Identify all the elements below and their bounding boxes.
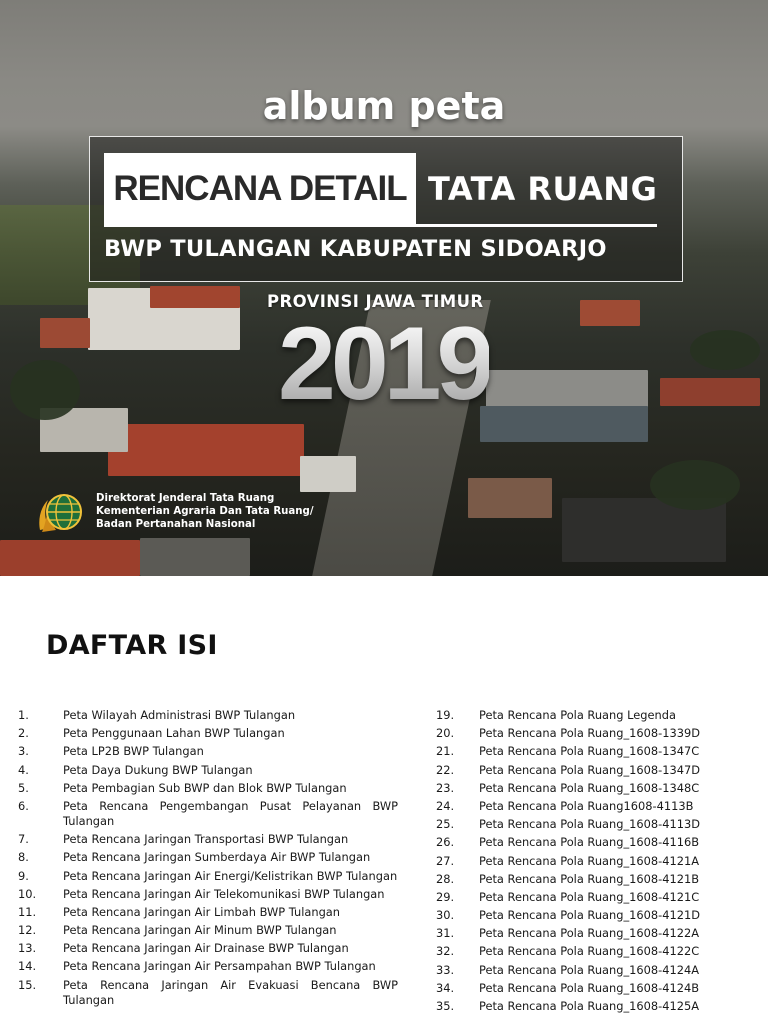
toc-entry [18, 941, 398, 956]
toc-entry-title: Peta Wilayah Administrasi BWP Tulangan [63, 708, 296, 722]
toc-entry-number: 32. [436, 944, 455, 959]
tree [650, 460, 740, 510]
toc-entry-title: Peta Rencana Pola Ruang_1608-4122A [479, 926, 700, 941]
roof-building [0, 540, 140, 576]
roof-building [580, 300, 640, 326]
roof-building [480, 406, 648, 442]
rdtr-label-box [104, 153, 416, 225]
toc-right-column [436, 708, 756, 1017]
toc-entry-title: Peta Rencana Pola Ruang_1608-4121C [479, 889, 700, 904]
toc-entry [436, 817, 756, 832]
toc-entry [18, 832, 398, 847]
toc-entry-title: Peta Rencana Jaringan Air Limbah BWP Tulangan [63, 904, 341, 919]
toc-entry [436, 744, 756, 759]
toc-entry [18, 850, 398, 865]
toc-entry-number: 31. [436, 926, 455, 941]
toc-entry-title: Peta Rencana Jaringan Air Telekomunikasi BWP Tulangan [63, 886, 385, 901]
toc-entry-number: 20. [436, 726, 455, 741]
toc-entry [436, 963, 756, 978]
toc-entry-title: Peta Rencana Jaringan Air Energi/Kelistrikan BWP Tulangan [63, 868, 398, 883]
toc-entry-number: 11. [18, 904, 37, 919]
toc-entry-number: 23. [436, 780, 455, 795]
toc-entry [436, 835, 756, 850]
toc-entry [436, 708, 756, 723]
toc-entry-number: 13. [18, 941, 37, 956]
toc-entry-number: 29. [436, 889, 455, 904]
toc-heading: DAFTAR ISI [46, 630, 218, 661]
agency-line: Direktorat Jenderal Tata Ruang [96, 493, 275, 504]
toc-entry-number: 8. [18, 850, 29, 865]
toc-entry-title: Peta Rencana Jaringan Air Persampahan BWP Tulangan [63, 959, 376, 974]
toc-entry-title: Peta Rencana Jaringan Sumberdaya Air BWP Tulangan [63, 850, 371, 865]
toc-entry-title: Peta Rencana Jaringan Air Evakuasi Bencana BWP Tulangan [63, 977, 398, 1007]
toc-entry-number: 3. [18, 744, 29, 759]
toc-entry-title: Peta Rencana Pola Ruang_1608-4121A [479, 853, 700, 868]
toc-entry [436, 781, 756, 796]
toc-entry-title: Peta Rencana Pola Ruang_1608-4122C [479, 944, 700, 959]
agency-line: Badan Pertanahan Nasional [96, 519, 256, 530]
toc-entry-title: Peta Rencana Jaringan Air Drainase BWP Tulangan [63, 941, 349, 956]
toc-entry-number: 2. [18, 726, 29, 741]
toc-entry [18, 763, 398, 778]
toc-entry-number: 33. [436, 962, 455, 977]
toc-entry-number: 34. [436, 980, 455, 995]
bwp-title: BWP TULANGAN KABUPATEN SIDOARJO [104, 236, 607, 262]
toc-entry-title: Peta Rencana Pola Ruang_1608-1348C [479, 780, 700, 795]
toc-entry [436, 726, 756, 741]
toc-entry-title: Peta Rencana Pola Ruang_1608-4121B [479, 871, 700, 886]
roof-building [40, 318, 90, 348]
toc-entry-title: Peta Rencana Pola Ruang_1608-4125A [479, 999, 700, 1013]
toc-entry-number: 10. [18, 886, 37, 901]
roof-building [108, 424, 304, 476]
toc-entry-title: Peta Rencana Pengembangan Pusat Pelayanan BWP Tulangan [63, 798, 398, 828]
toc-entry-title: Peta Rencana Pola Ruang_1608-1347D [479, 762, 701, 777]
toc-entry-title: Peta Rencana Pola Ruang_1608-1339D [479, 726, 701, 741]
tree [10, 360, 80, 420]
toc-entry-title: Peta Rencana Pola Ruang_1608-4124B [479, 980, 700, 995]
toc-entry [18, 869, 398, 884]
toc-entry-title: Peta Pembagian Sub BWP dan Blok BWP Tulangan [63, 780, 347, 795]
toc-entry [18, 959, 398, 974]
toc-entry-title: Peta Penggunaan Lahan BWP Tulangan [63, 726, 285, 741]
province-label: PROVINSI JAWA TIMUR [267, 292, 484, 311]
toc-entry [436, 763, 756, 778]
toc-entry-number: 35. [436, 999, 455, 1013]
roof-building [468, 478, 552, 518]
toc-entry [436, 890, 756, 905]
toc-entry [436, 926, 756, 941]
toc-left-column [18, 708, 398, 1011]
roof-building [486, 370, 648, 408]
toc-entry [18, 923, 398, 938]
toc-entry [436, 944, 756, 959]
toc-entry-title: Peta Rencana Pola Ruang_1608-4121D [479, 908, 701, 923]
toc-entry-title: Peta Rencana Jaringan Air Minum BWP Tulangan [63, 923, 337, 938]
toc-entry-number: 14. [18, 959, 37, 974]
toc-entry-number: 19. [436, 708, 455, 722]
agency-name [96, 492, 314, 531]
toc-entry-number: 26. [436, 835, 455, 850]
toc-entry-number: 6. [18, 798, 29, 813]
toc-entry-number: 22. [436, 762, 455, 777]
tata-ruang-label: TATA RUANG [428, 170, 658, 208]
rdtr-label: RENCANA DETAIL [113, 169, 407, 208]
toc-entry [18, 887, 398, 902]
toc-entry [436, 854, 756, 869]
toc-entry-number: 1. [18, 708, 29, 722]
toc-entry-title: Peta Rencana Pola Ruang Legenda [479, 708, 676, 722]
toc-entry-number: 27. [436, 853, 455, 868]
toc-entry-number: 9. [18, 868, 29, 883]
toc-entry-title: Peta Rencana Jaringan Transportasi BWP Tulangan [63, 832, 349, 847]
toc-entry-title: Peta Rencana Pola Ruang_1608-4124A [479, 962, 700, 977]
toc-entry [18, 781, 398, 796]
toc-entry-title: Peta Rencana Pola Ruang_1608-4116B [479, 835, 700, 850]
toc-entry [436, 999, 756, 1014]
roof-building [660, 378, 760, 406]
roof-building [300, 456, 356, 492]
toc-entry [18, 744, 398, 759]
toc-entry [18, 708, 398, 723]
toc-entry-number: 4. [18, 762, 29, 777]
toc-entry [436, 908, 756, 923]
toc-entry [436, 872, 756, 887]
toc-entry [436, 799, 756, 814]
title-divider [104, 224, 657, 227]
toc-entry [18, 978, 398, 1008]
toc-entry-number: 24. [436, 798, 455, 813]
toc-entry-number: 7. [18, 832, 29, 847]
toc-entry [18, 905, 398, 920]
year-label: 2019 [278, 306, 490, 422]
toc-entry-number: 25. [436, 817, 455, 832]
roof-building [140, 538, 250, 576]
toc-entry-number: 5. [18, 780, 29, 795]
toc-entry [18, 799, 398, 829]
globe-emblem-icon [36, 490, 86, 534]
toc-entry [436, 981, 756, 996]
toc-entry [18, 726, 398, 741]
toc-entry-title: Peta Rencana Pola Ruang1608-4113B [479, 798, 694, 813]
toc-entry-number: 12. [18, 923, 37, 938]
toc-entry-title: Peta LP2B BWP Tulangan [63, 744, 204, 759]
agency-line: Kementerian Agraria Dan Tata Ruang/ [96, 506, 314, 517]
album-title: album peta [262, 84, 506, 128]
toc-entry-title: Peta Rencana Pola Ruang_1608-4113D [479, 817, 701, 832]
toc-entry-number: 15. [18, 977, 37, 992]
toc-entry-number: 21. [436, 744, 455, 759]
toc-entry-number: 28. [436, 871, 455, 886]
toc-entry-number: 30. [436, 908, 455, 923]
roof-building [150, 286, 240, 308]
toc-entry-title: Peta Rencana Pola Ruang_1608-1347C [479, 744, 700, 759]
tree [690, 330, 760, 370]
toc-entry-title: Peta Daya Dukung BWP Tulangan [63, 762, 253, 777]
